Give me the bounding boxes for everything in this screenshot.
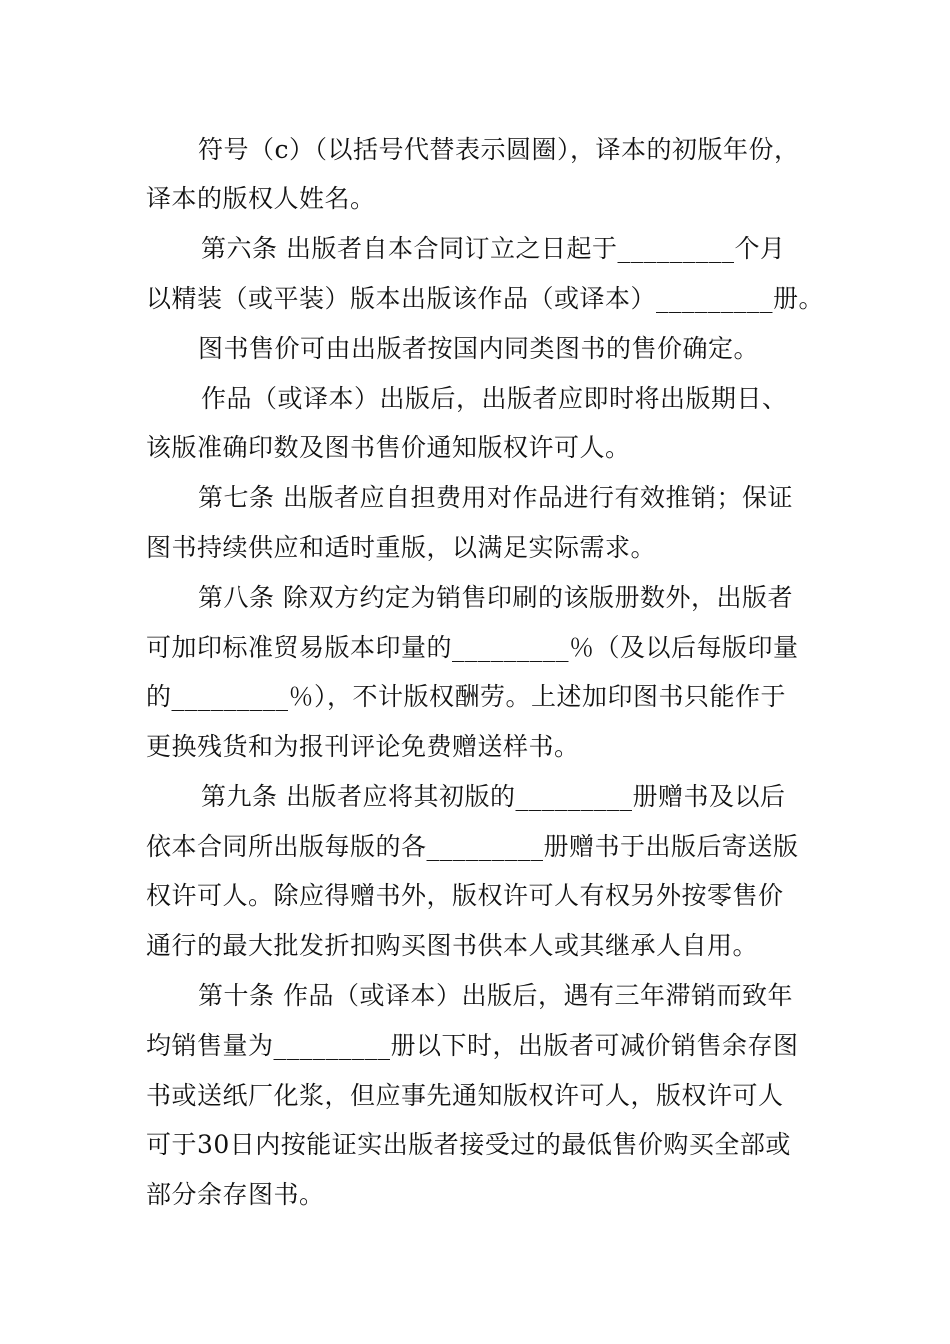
article-9-line: 依本合同所出版每版的各_________册赠书于出版后寄送版 xyxy=(146,832,799,861)
article-10-line: 第十条 作品（或译本）出版后，遇有三年滞销而致年 xyxy=(198,981,793,1010)
paragraph-line: 该版准确印数及图书售价通知版权许可人。 xyxy=(146,433,631,462)
article-9-line: 通行的最大批发折扣购买图书供本人或其继承人自用。 xyxy=(146,931,759,960)
article-6-line: 以精装（或平装）版本出版该作品（或译本）_________册。 xyxy=(146,284,825,313)
article-8-line: 第八条 除双方约定为销售印刷的该版册数外，出版者 xyxy=(198,583,793,612)
article-10-line: 均销售量为_________册以下时，出版者可减价销售余存图 xyxy=(146,1031,799,1060)
article-8-line: 更换残货和为报刊评论免费赠送样书。 xyxy=(146,732,580,761)
article-7-line: 图书持续供应和适时重版，以满足实际需求。 xyxy=(146,533,657,562)
article-10-line: 可于30日内按能证实出版者接受过的最低售价购买全部或 xyxy=(146,1130,791,1159)
paragraph-line: 图书售价可由出版者按国内同类图书的售价确定。 xyxy=(198,334,760,363)
article-8-line: 的_________％），不计版权酬劳。上述加印图书只能作于 xyxy=(146,682,787,711)
article-6-line: 第六条 出版者自本合同订立之日起于_________个月 xyxy=(201,234,786,263)
article-9-line: 权许可人。除应得赠书外，版权许可人有权另外按零售价 xyxy=(146,881,784,910)
article-9-line: 第九条 出版者应将其初版的_________册赠书及以后 xyxy=(201,782,786,811)
article-10-line: 书或送纸厂化浆，但应事先通知版权许可人，版权许可人 xyxy=(146,1081,784,1110)
article-7-line: 第七条 出版者应自担费用对作品进行有效推销；保证 xyxy=(198,483,793,512)
article-8-line: 可加印标准贸易版本印量的_________％（及以后每版印量 xyxy=(146,633,799,662)
paragraph-line: 译本的版权人姓名。 xyxy=(146,184,376,213)
paragraph-line: 符号（c）（以括号代替表示圆圈），译本的初版年份， xyxy=(198,135,800,164)
paragraph-line: 作品（或译本）出版后，出版者应即时将出版期日、 xyxy=(201,384,788,413)
article-10-line: 部分余存图书。 xyxy=(146,1180,325,1209)
